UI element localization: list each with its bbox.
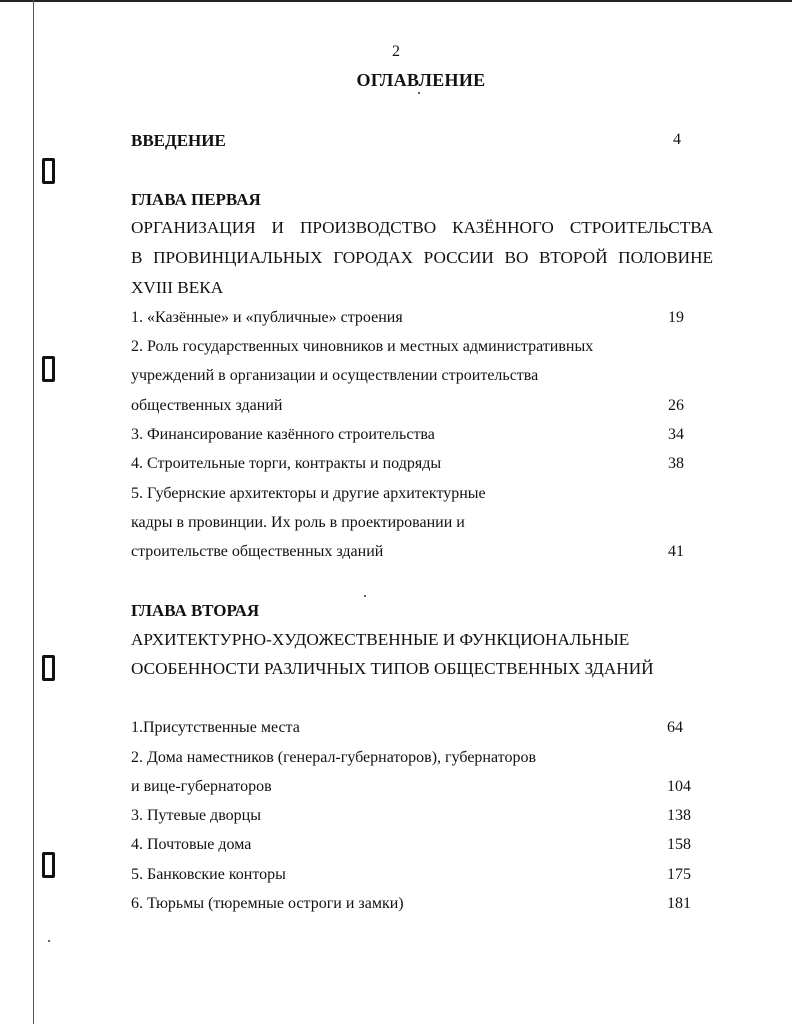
binder-hole	[42, 356, 55, 382]
binder-hole	[42, 655, 55, 681]
chapter1-title-line: ОРГАНИЗАЦИЯ И ПРОИЗВОДСТВО КАЗЁННОГО СТРОИТЕЛЬСТВА	[131, 218, 713, 237]
toc-entry-text: 1.Присутственные места	[131, 719, 300, 736]
page-title: ОГЛАВЛЕНИЕ	[356, 70, 486, 90]
binder-hole	[42, 852, 55, 878]
toc-entry-text: 6. Тюрьмы (тюремные остроги и замки)	[131, 895, 404, 912]
chapter2-title-line: АРХИТЕКТУРНО-ХУДОЖЕСТВЕННЫЕ И ФУНКЦИОНАЛЬНЫЕ	[131, 630, 630, 649]
toc-entry-page: 26	[668, 397, 684, 414]
toc-entry-page: 64	[667, 719, 683, 736]
intro-page: 4	[673, 131, 681, 148]
toc-entry-text: общественных зданий	[131, 397, 283, 414]
toc-entry-page: 181	[667, 895, 691, 912]
toc-entry-text: строительстве общественных зданий	[131, 543, 384, 560]
scan-speck	[418, 92, 420, 94]
binder-hole	[42, 158, 55, 184]
toc-entry-text: 2. Дома наместников (генерал-губернаторов), губернаторов	[131, 749, 537, 766]
toc-entry-page: 138	[667, 807, 691, 824]
chapter2-title-line: ОСОБЕННОСТИ РАЗЛИЧНЫХ ТИПОВ ОБЩЕСТВЕННЫХ ЗДАНИЙ	[131, 659, 654, 678]
toc-entry-page: 34	[668, 426, 684, 443]
toc-entry-text: 3. Финансирование казённого строительства	[131, 426, 435, 443]
chapter1-heading: ГЛАВА ПЕРВАЯ	[131, 190, 261, 209]
toc-entry-text: 5. Банковские конторы	[131, 866, 286, 883]
intro-label: ВВЕДЕНИЕ	[131, 131, 226, 150]
toc-entry-text: 2. Роль государственных чиновников и местных административных	[131, 338, 594, 355]
toc-entry-page: 41	[668, 543, 684, 560]
scan-speck	[48, 940, 50, 942]
toc-entry-text: 3. Путевые дворцы	[131, 807, 261, 824]
chapter1-title-line: XVIII ВЕКА	[131, 278, 224, 297]
toc-entry-text: 5. Губернские архитекторы и другие архитектурные	[131, 485, 486, 502]
toc-entry-text: кадры в провинции. Их роль в проектировании и	[131, 514, 465, 531]
toc-entry-page: 158	[667, 836, 691, 853]
toc-entry-text: 4. Почтовые дома	[131, 836, 252, 853]
scan-left-edge	[33, 0, 34, 1024]
scan-top-edge	[0, 0, 792, 2]
toc-entry-text: 1. «Казённые» и «публичные» строения	[131, 309, 403, 326]
page-number: 2	[392, 43, 400, 60]
toc-entry-text: учреждений в организации и осуществлении строительства	[131, 367, 539, 384]
toc-entry-text: и вице-губернаторов	[131, 778, 272, 795]
scan-speck	[364, 595, 366, 597]
toc-entry-page: 175	[667, 866, 691, 883]
toc-entry-page: 38	[668, 455, 684, 472]
toc-entry-page: 104	[667, 778, 691, 795]
toc-entry-page: 19	[668, 309, 684, 326]
chapter2-heading: ГЛАВА ВТОРАЯ	[131, 601, 260, 620]
toc-entry-text: 4. Строительные торги, контракты и подряды	[131, 455, 442, 472]
chapter1-title-line: В ПРОВИНЦИАЛЬНЫХ ГОРОДАХ РОССИИ ВО ВТОРОЙ ПОЛОВИНЕ	[131, 248, 713, 267]
